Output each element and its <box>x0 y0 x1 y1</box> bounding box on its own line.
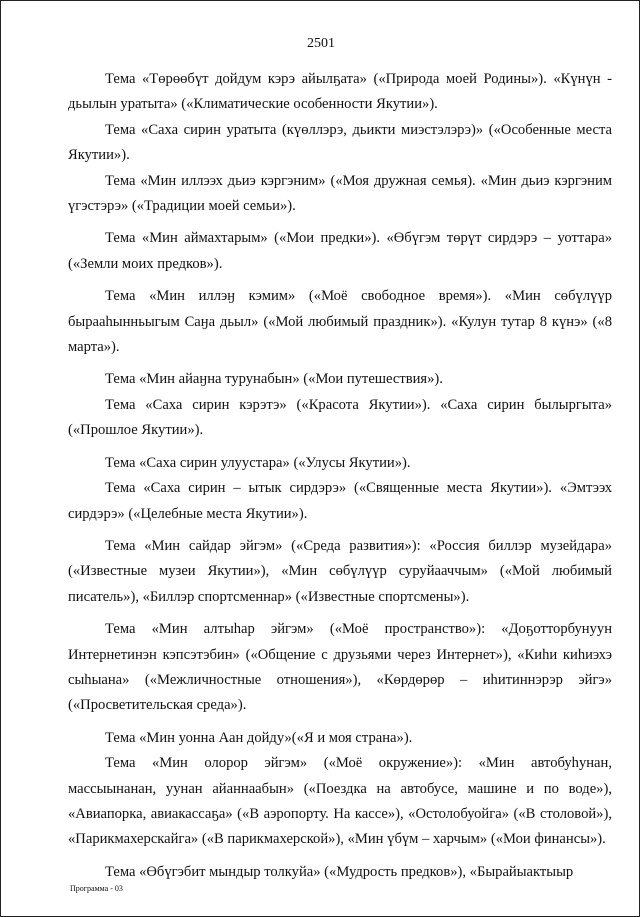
paragraph: Тема «Мин иллэӈ кэмим» («Моё свободное время»). «Мин сөбүлүүр бырааһынньыгым Саӈа дьыл» («Мой любимый праздник»). «Кулун тутар 8 күнэ» («8 марта»). <box>68 288 612 356</box>
footer-label: Программа - 03 <box>70 884 123 893</box>
paragraph: Тема «Мин сайдар эйгэм» («Среда развития»): «Россия биллэр музейдара» («Известные музеи Якутии»), «Мин сөбүлүүр суруйааччым» («Мой любимый писатель»), «Биллэр спортсменнар» («Известные спортсмены»). <box>68 537 612 605</box>
page-number: 2501 <box>307 36 335 51</box>
paragraph: Тема «Мин олорор эйгэм» («Моё окружение»): «Мин автобуһунан, массыынанан, уунан айаннаабын» («Поездка на автобусе, машине и по воде»), «Авиапорка, авиакассаҕа» («В аэропорту. На кассе»), «Остолобуойга» («В столовой»), «Парикмахерскайга» («В парикмахерской»), «Мин үбүм – харчым» («Мои финансы»). <box>68 755 612 848</box>
paragraph: Тема «Саха сирин уратыта (күөллэрэ, дьикти миэстэлэрэ)» («Особенные места Якутии»). <box>68 121 612 164</box>
paragraph: Тема «Мин айаӈна турунабын» («Мои путешествия»). <box>105 371 443 388</box>
paragraph: Тема «Өбүгэбит мындыр толкуйа» («Мудрость предков»), «Бырайыактыыр <box>105 863 574 880</box>
paragraph: Тема «Саха сирин улуустара» («Улусы Якутии»). <box>105 454 411 471</box>
paragraph: Тема «Саха сирин кэрэтэ» («Красота Якутии»). «Саха сирин былыргыта» («Прошлое Якутии»). <box>68 396 612 439</box>
paragraph: Тема «Мин иллээх дьиэ кэргэним» («Моя дружная семья). «Мин дьиэ кэргэним үгэстэрэ» («Традиции моей семьи»). <box>68 172 612 215</box>
paragraph: Тема «Мин уонна Аан дойду»(«Я и моя страна»). <box>105 729 413 746</box>
paragraph: Тема «Төрөөбүт дойдум кэрэ айылҕата» («Природа моей Родины»). «Күнүн - дьылын уратыта» («Климатические особенности Якутии»). <box>68 71 612 113</box>
body-text <box>68 67 612 885</box>
paragraph: Тема «Саха сирин – ытык сирдэрэ» («Священные места Якутии»). «Эмтээх сирдэрэ» («Целебные места Якутии»). <box>68 480 612 522</box>
paragraph: Тема «Мин аймахтарым» («Мои предки»). «Өбүгэм төрүт сирдэрэ – уоттара» («Земли моих предков»). <box>68 230 612 272</box>
paragraph: Тема «Мин алтыһар эйгэм» («Моё пространство»): «Доҕотторбунуун Интернетинэн кэпсэтэбин» («Общение с друзьями через Интернет»), «Киһи киһиэхэ сыһыана» («Межличностные отношения»), «Көрдөрөр – иһитиннэрэр эйгэ» («Просветительская среда»). <box>68 621 612 714</box>
